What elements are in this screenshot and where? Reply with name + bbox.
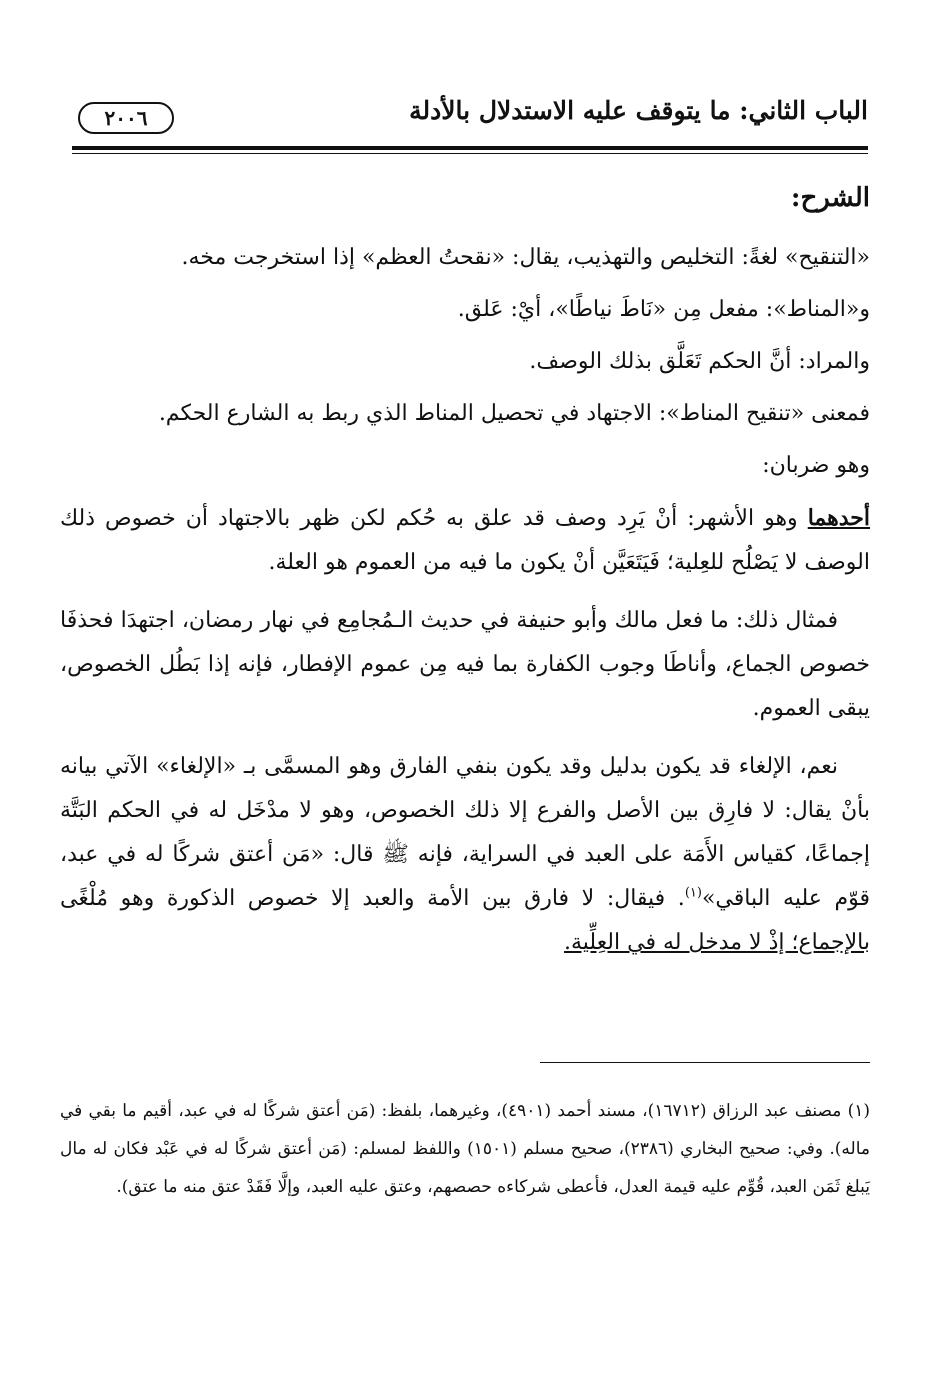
paragraph-meaning: والمراد: أنَّ الحكم تَعَلَّق بذلك الوصف. (529, 349, 870, 374)
header-rule-thin (72, 153, 868, 154)
page-header (72, 92, 868, 140)
paragraph-manat-definition: و«المناط»: مفعل مِن «نَاطَ نياطًا»، أيْ: عَلق. (457, 297, 870, 322)
footnotes (60, 1092, 870, 1206)
section-heading: الشرح: (790, 183, 870, 213)
footnote-1: (١) مصنف عبد الرزاق (١٦٧١٢)، مسند أحمد (٤٩٠١)، وغيرهما، بلفظ: (مَن أعتق شركًا له في عبد، أقيم ما بقي في ماله). وفي: صحيح البخاري (٢٣٨٦)، صحيح مسلم (١٥٠١) واللفظ لمسلم: (مَن أعتق شركًا له في عَبْد فكان له مال يَبلغ ثَمَن العبد، قُوِّم عليه قيمة العدل، فأعطى شركاءه حصصهم، وعتق عليه العبد، وإلَّا فَقَدْ عتق منه ما عتق). (60, 1101, 870, 1197)
page-number: ٢٠٠٦ (78, 102, 174, 134)
body-text (60, 178, 870, 979)
first-type-text: وهو الأشهر: أنْ يَرِد وصف قد علق به حُكم لكن ظهر بالاجتهاد أن خصوص ذلك الوصف لا يَصْلُح للعِلية؛ فَيَتَعَيَّن أنْ يكون ما فيه من العموم هو العلة. (60, 506, 870, 575)
ilgha-text-end: بالإجماع؛ إذْ لا مدخل له في العِلِّية. (563, 930, 870, 955)
paragraph-first-type (60, 496, 870, 585)
footnote-reference[interactable]: (١) (684, 885, 702, 901)
ilgha-text: نعم، الإلغاء قد يكون بدليل وقد يكون بنفي الفارق وهو المسمَّى بـ «الإلغاء» الآتي بيانه بأنْ يقال: لا فارِق بين الأصل والفرع إلا ذلك الخصوص، وهو لا مدْخَل له في الحكم البَتَّة إجماعًا، كقياس الأَمَة على العبد في السراية، فإنه ﷺ قال: «مَن أعتق شركًا له في عبد، قوّم عليه الباقي» (60, 754, 870, 911)
first-type-keyword: أحدهما (807, 505, 870, 531)
paragraph-example: فمثال ذلك: ما فعل مالك وأبو حنيفة في حديث الـمُجامِع في نهار رمضان، اجتهدَا فحذفَا خصوص الجماع، وأناطَا وجوب الكفارة بما فيه مِن عموم الإفطار، فإنه إذا بَطُل الخصوص، يبقى العموم. (60, 608, 870, 721)
paragraph-two-types: وهو ضربان: (762, 453, 870, 478)
paragraph-tanqih-manat: فمعنى «تنقيح المناط»: الاجتهاد في تحصيل المناط الذي ربط به الشارع الحكم. (158, 401, 870, 426)
header-rule-thick (72, 146, 868, 150)
footnote-separator (540, 1062, 870, 1063)
running-title: الباب الثاني: ما يتوقف عليه الاستدلال بالأدلة (409, 96, 868, 125)
paragraph-tanqih-definition: «التنقيح» لغةً: التخليص والتهذيب، يقال: «نقحتُ العظم» إذا استخرجت مخه. (181, 245, 870, 270)
paragraph-ilgha (60, 745, 870, 965)
ilgha-text-after: . فيقال: لا فارق بين الأمة والعبد إلا خصوص الذكورة وهو مُلْغًى (60, 886, 685, 911)
